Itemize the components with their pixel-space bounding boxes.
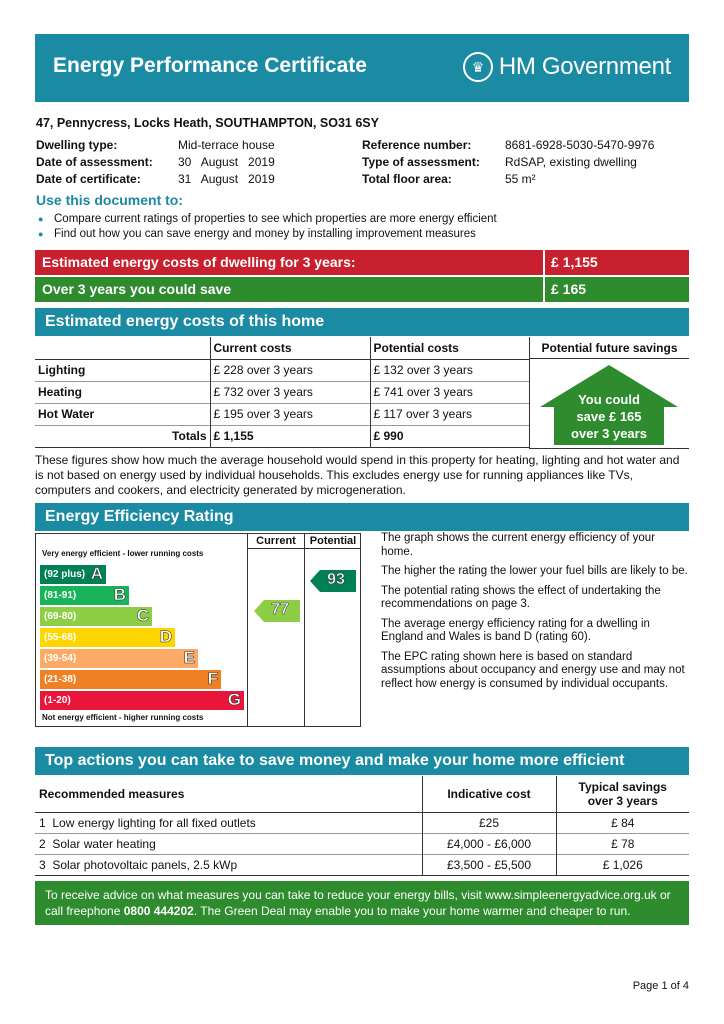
- table-row: 3 Solar photovoltaic panels, 2.5 kWp £3,500 - £5,500 £ 1,026: [35, 854, 689, 875]
- costs-note: These figures show how much the average household would spend in this property for heating, lighting and hot water and is not based on energy used by individual households. This excludes energy use for running appliances like TVs, computers and cookers, and electricity generated by microgeneration.: [35, 453, 680, 497]
- list-item: ● Find out how you can save energy and money by installing improvement measures: [36, 227, 686, 242]
- table-row: Heating £ 732 over 3 years £ 741 over 3 years: [35, 381, 529, 403]
- potential-column-header: Potential: [309, 535, 357, 547]
- rating-heading: Energy Efficiency Rating: [35, 503, 689, 531]
- cost-header: Indicative cost: [422, 776, 556, 812]
- freephone-number: 0800 444202: [123, 904, 194, 918]
- table-row: Hot Water £ 195 over 3 years £ 117 over 3 years: [35, 403, 529, 425]
- band-letter: A: [90, 564, 103, 583]
- hm-government-logo: [463, 52, 671, 82]
- current-rating-value: 77: [271, 601, 289, 618]
- rating-explanation: The graph shows the current energy efficiency of your home. The higher the rating the lower your fuel bills are likely to be. The potential rating shows the effect of undertaking the recommendations on page 3. The average energy efficiency rating for a dwelling in England and Wales is band D (rating 60). The EPC rating shown here is based on standard assumptions about occupancy and energy use and may not reflect how energy is consumed by individual occupants.: [381, 532, 688, 690]
- details-left: [36, 137, 356, 188]
- save-label: Over 3 years you could save: [35, 277, 543, 302]
- band-range: (39-54): [44, 653, 77, 664]
- band-range: (21-38): [44, 674, 77, 685]
- savings-header: Typical savings over 3 years: [556, 776, 689, 812]
- page-number: Page 1 of 4: [632, 980, 689, 992]
- assessment-date-row: Date of assessment: 30 August 2019: [36, 155, 275, 169]
- rating-band-c: [40, 607, 152, 626]
- chart-bottom-label: Not energy efficient - higher running costs: [42, 713, 204, 722]
- costs-table: [35, 337, 529, 448]
- band-letter: E: [183, 648, 195, 667]
- band-letter: D: [159, 627, 172, 646]
- current-costs-header: Current costs: [210, 337, 370, 359]
- table-row: 1 Low energy lighting for all fixed outlets £25 £ 84: [35, 812, 689, 833]
- advice-footer: To receive advice on what measures you can take to reduce your energy bills, visit www.simpleenergyadvice.org.uk or call freephone 0800 444202. The Green Deal may enable you to make your home warmer and cheaper to run.: [35, 881, 689, 925]
- rating-band-d: [40, 628, 175, 647]
- rating-band-e: [40, 649, 198, 668]
- table-row: 2 Solar water heating £4,000 - £6,000 £ 78: [35, 833, 689, 854]
- current-column-header: Current: [256, 535, 296, 547]
- potential-costs-header: Potential costs: [370, 337, 529, 359]
- band-letter: F: [207, 669, 218, 688]
- estimated-cost-label: Estimated energy costs of dwelling for 3 years:: [35, 250, 543, 275]
- actions-table: [35, 776, 689, 876]
- list-item: ● Compare current ratings of properties to see which properties are more energy efficient: [36, 212, 686, 227]
- estimated-cost-value: £ 1,155: [545, 250, 689, 275]
- property-address: 47, Pennycress, Locks Heath, SOUTHAMPTON, SO31 6SY: [36, 116, 379, 130]
- table-row: Lighting £ 228 over 3 years £ 132 over 3 years: [35, 359, 529, 381]
- future-savings-cell: [529, 337, 689, 449]
- reference-row: Reference number: 8681-6928-5030-5470-9976: [362, 138, 655, 152]
- use-document-list: [36, 212, 686, 242]
- use-document-heading: Use this document to:: [36, 192, 184, 208]
- rating-band-b: [40, 586, 129, 605]
- dwelling-type-row: Dwelling type: Mid-terrace house: [36, 138, 275, 152]
- details-right: [362, 137, 692, 188]
- chart-top-label: Very energy efficient - lower running costs: [42, 549, 204, 558]
- band-range: (1-20): [44, 695, 71, 706]
- govt-name: HM Government: [498, 53, 671, 80]
- future-savings-header: Potential future savings: [530, 337, 689, 359]
- totals-row: Totals £ 1,155 £ 990: [35, 425, 529, 447]
- band-range: (69-80): [44, 611, 77, 622]
- band-range: (55-68): [44, 632, 77, 643]
- band-letter: G: [227, 690, 241, 709]
- rating-band-g: [40, 691, 244, 710]
- assessment-type-row: Type of assessment: RdSAP, existing dwelling: [362, 155, 637, 169]
- band-letter: B: [113, 585, 126, 604]
- crown-crest-icon: ♛: [463, 52, 493, 82]
- band-letter: C: [136, 606, 149, 625]
- save-value: £ 165: [545, 277, 689, 302]
- costs-heading: Estimated energy costs of this home: [35, 308, 689, 336]
- band-range: (92 plus): [44, 569, 86, 580]
- rating-band-a: [40, 565, 106, 584]
- certificate-date-row: Date of certificate: 31 August 2019: [36, 172, 275, 186]
- header-banner: [35, 34, 689, 102]
- savings-callout: You could save £ 165 over 3 years: [571, 392, 647, 441]
- floor-area-row: Total floor area: 55 m²: [362, 172, 536, 186]
- band-range: (81-91): [44, 590, 77, 601]
- actions-heading: Top actions you can take to save money and make your home more efficient: [35, 747, 689, 775]
- measures-header: Recommended measures: [39, 786, 185, 801]
- potential-rating-value: 93: [327, 571, 345, 588]
- rating-chart: [35, 533, 361, 727]
- page-title: Energy Performance Certificate: [53, 54, 367, 77]
- rating-band-f: [40, 670, 221, 689]
